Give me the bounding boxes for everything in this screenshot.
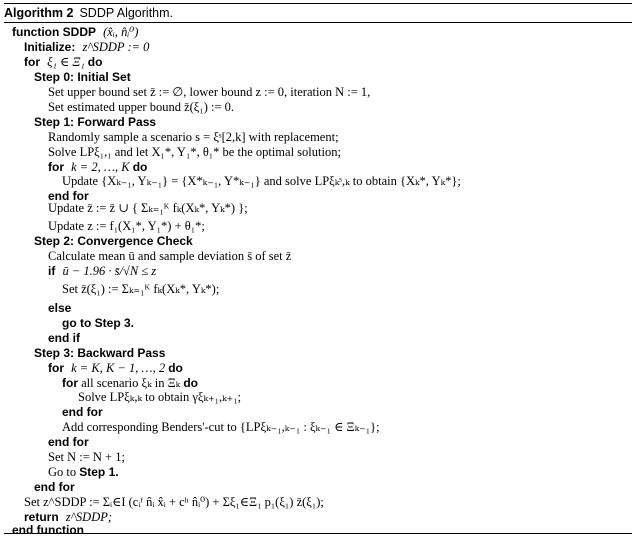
algorithm-line <box>48 361 183 376</box>
line-text: Update {Xₖ₋₁, Yₖ₋₁} = {X*ₖ₋₁, Y*ₖ₋₁} and solve LPξₖˢ,ₖ to obtain {Xₖ*, Yₖ*}; <box>62 174 461 188</box>
algorithm-line <box>62 420 380 435</box>
algorithm-line <box>48 331 80 346</box>
algorithm-line <box>24 495 324 510</box>
line-text: all scenario ξₖ in Ξₖ <box>81 376 181 390</box>
algorithm-line <box>48 130 339 145</box>
line-math: ū − 1.96 · s̄/√N ≤ z <box>62 264 157 278</box>
algorithm-line <box>34 234 193 249</box>
line-keyword: end for <box>34 480 75 494</box>
line-keyword: Step 3: Backward Pass <box>34 346 166 360</box>
line-prefix: Go to <box>48 465 77 479</box>
line-keyword: for <box>48 160 64 174</box>
line-keyword: end if <box>48 331 80 345</box>
algorithm-box <box>4 3 632 535</box>
algorithm-line <box>48 219 205 234</box>
algorithm-line <box>34 70 131 85</box>
line-keyword-end: do <box>168 361 183 375</box>
line-text: Randomly sample a scenario s = ξˢ[2,k] with replacement; <box>48 130 339 144</box>
line-keyword: Step 1: Forward Pass <box>34 115 157 129</box>
line-text: Set z̄(ξ₁) := Σₖ₌₁ᴷ fₖ(Xₖ*, Yₖ*); <box>62 282 220 296</box>
line-keyword: for <box>62 376 78 390</box>
algorithm-line <box>48 249 291 264</box>
line-text: Calculate mean ū and sample deviation s̄ of set z̄ <box>48 249 292 263</box>
line-math: ξ₁ ∈ Ξ₁ <box>47 55 85 69</box>
algorithm-line <box>24 55 102 70</box>
algorithm-line <box>48 435 89 450</box>
algorithm-line <box>62 376 198 391</box>
line-keyword-end: do <box>183 376 199 390</box>
algorithm-line <box>62 405 103 420</box>
top-rule <box>4 3 632 4</box>
line-keyword: else <box>48 301 72 315</box>
algorithm-number: Algorithm 2 <box>4 6 74 20</box>
line-text: Add corresponding Benders'-cut to {LPξₖ₋₁,ₖ₋₁ : ξₖ₋₁ ∈ Ξₖ₋₁}; <box>62 420 380 434</box>
algorithm-line <box>34 480 75 495</box>
algorithm-line <box>48 450 125 465</box>
line-text: Set estimated upper bound z̄(ξ₁) := 0. <box>48 100 235 114</box>
algorithm-line <box>48 201 248 216</box>
algorithm-line <box>62 316 134 331</box>
algorithm-line <box>48 465 119 480</box>
bottom-rule <box>4 533 632 534</box>
line-keyword: for <box>24 55 40 69</box>
line-math: k = 2, …, K <box>71 160 130 174</box>
algorithm-line <box>34 346 165 361</box>
algorithm-line <box>48 301 71 316</box>
line-keyword: if <box>48 264 56 278</box>
line-math: z^SDDP := 0 <box>82 40 150 54</box>
line-keyword: Step 0: Initial Set <box>34 70 131 84</box>
caption-rule <box>4 22 632 23</box>
algorithm-line <box>62 282 219 297</box>
line-keyword: end for <box>62 405 103 419</box>
line-text: Solve LPξₖ,ₖ to obtain γξₖ₊₁,ₖ₊₁; <box>78 390 242 404</box>
line-math: k = K, K − 1, …, 2 <box>71 361 166 375</box>
line-keyword-end: do <box>87 55 103 69</box>
line-text: Set z^SDDP := Σᵢ∈I (cᵢᶠ n̂ᵢ x̂ᵢ + cʰ n̂ᵢ⁰) + Σξ₁∈Ξ₁ p₁(ξ₁) z̄(ξ₁); <box>24 495 324 509</box>
line-keyword: Step 2: Convergence Check <box>34 234 193 248</box>
line-text: Solve LPξ₁,₁ and let X₁*, Y₁*, θ₁* be the optimal solution; <box>48 145 341 159</box>
algorithm-title: SDDP Algorithm. <box>79 6 174 20</box>
line-keyword: function SDDP <box>12 25 96 39</box>
line-keyword: go to Step 3. <box>62 316 134 330</box>
algorithm-line <box>48 160 147 175</box>
line-keyword: Step 1. <box>79 465 119 479</box>
line-math: z^SDDP; <box>65 510 113 524</box>
algorithm-line <box>48 145 341 160</box>
algorithm-line <box>12 25 138 40</box>
algorithm-line <box>24 40 149 55</box>
algorithm-line <box>62 174 461 189</box>
line-text: Set upper bound set z̄ := ∅, lower bound z := 0, iteration N := 1, <box>48 85 371 99</box>
algorithm-line <box>78 390 241 405</box>
line-text: Update z̄ := z̄ ∪ { Σₖ₌₁ᴷ fₖ(Xₖ*, Yₖ*) }; <box>48 201 248 215</box>
algorithm-line <box>48 264 156 279</box>
algorithm-line <box>48 85 370 100</box>
line-text: Update z := f₁(X₁*, Y₁*) + θ₁*; <box>48 219 205 233</box>
algorithm-line <box>12 523 84 538</box>
line-keyword: end function <box>12 523 84 537</box>
line-keyword-end: do <box>132 160 148 174</box>
line-keyword: Initialize: <box>24 40 76 54</box>
algorithm-caption <box>4 6 173 21</box>
line-keyword: end for <box>48 189 89 203</box>
algorithm-line <box>34 115 156 130</box>
line-keyword: return <box>24 510 59 524</box>
line-math: (x̂ᵢ, n̂ᵢ⁰) <box>103 25 139 39</box>
algorithm-line <box>48 100 234 115</box>
line-keyword: for <box>48 361 64 375</box>
line-text: Set N := N + 1; <box>48 450 125 464</box>
line-keyword: end for <box>48 435 89 449</box>
